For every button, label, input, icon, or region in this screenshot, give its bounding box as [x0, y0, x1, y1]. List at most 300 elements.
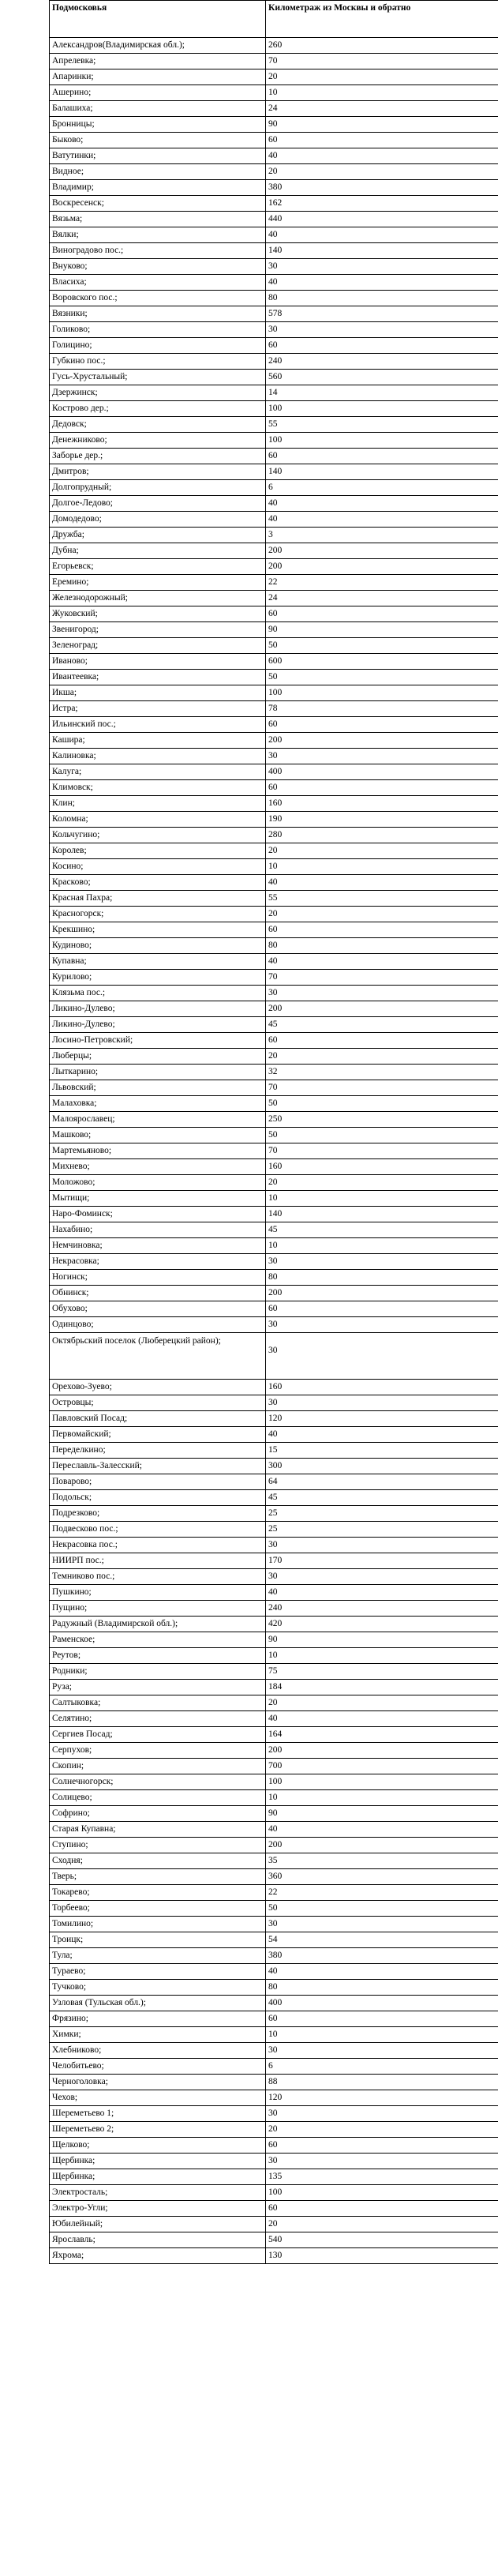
distance-cell: 54: [266, 1932, 498, 1948]
table-row: [50, 1096, 498, 1112]
distance-cell: 78: [266, 701, 498, 717]
locality-cell: Подвесково пос.;: [50, 1522, 266, 1538]
table-row: [50, 1207, 498, 1222]
distance-cell: 190: [266, 812, 498, 828]
table-row: [50, 670, 498, 685]
locality-cell: Купавна;: [50, 954, 266, 970]
locality-cell: Машково;: [50, 1128, 266, 1143]
distance-cell: 10: [266, 1238, 498, 1254]
distance-cell: 10: [266, 2027, 498, 2043]
distance-cell: 130: [266, 2248, 498, 2264]
distance-cell: 22: [266, 575, 498, 591]
distance-cell: 50: [266, 1096, 498, 1112]
locality-cell: Токарево;: [50, 1885, 266, 1901]
distance-cell: 560: [266, 370, 498, 385]
table-row: [50, 1727, 498, 1743]
locality-cell: Королев;: [50, 843, 266, 859]
locality-cell: Моложово;: [50, 1175, 266, 1191]
table-row: [50, 986, 498, 1001]
locality-cell: Тучково;: [50, 1980, 266, 1996]
table-row: [50, 1270, 498, 1286]
distance-cell: 80: [266, 291, 498, 306]
distance-cell: 32: [266, 1065, 498, 1080]
table-row: [50, 2201, 498, 2217]
locality-cell: Михнево;: [50, 1159, 266, 1175]
distance-cell: 70: [266, 970, 498, 986]
locality-cell: Гусь-Хрустальный;: [50, 370, 266, 385]
distance-cell: 30: [266, 1254, 498, 1270]
distance-cell: 40: [266, 954, 498, 970]
table-row: [50, 828, 498, 843]
distance-cell: 160: [266, 1159, 498, 1175]
table-row: [50, 622, 498, 638]
distance-cell: 90: [266, 1806, 498, 1822]
locality-cell: Ступино;: [50, 1838, 266, 1853]
locality-cell: Шереметьево 1;: [50, 2106, 266, 2122]
distance-cell: 140: [266, 1207, 498, 1222]
locality-cell: Юбилейный;: [50, 2217, 266, 2232]
locality-cell: Фрязино;: [50, 2011, 266, 2027]
locality-cell: Чехов;: [50, 2090, 266, 2106]
table-row: [50, 1459, 498, 1474]
distance-cell: 40: [266, 1711, 498, 1727]
table-row: [50, 1601, 498, 1617]
locality-cell: Орехово-Зуево;: [50, 1380, 266, 1395]
table-row: [50, 1790, 498, 1806]
table-row: [50, 1033, 498, 1049]
locality-cell: Шереметьево 2;: [50, 2122, 266, 2138]
table-row: [50, 2090, 498, 2106]
table-row: [50, 496, 498, 512]
table-row: [50, 1648, 498, 1664]
locality-cell: Яхрома;: [50, 2248, 266, 2264]
table-row: [50, 1159, 498, 1175]
locality-cell: Хлебниково;: [50, 2043, 266, 2059]
distance-cell: 50: [266, 670, 498, 685]
locality-cell: Кольчугино;: [50, 828, 266, 843]
table-row: [50, 1932, 498, 1948]
locality-cell: Дубна;: [50, 543, 266, 559]
distance-cell: 40: [266, 275, 498, 291]
locality-cell: Климовск;: [50, 780, 266, 796]
distance-cell: 3: [266, 528, 498, 543]
locality-cell: Домодедово;: [50, 512, 266, 528]
table-row: [50, 306, 498, 322]
table-row: [50, 117, 498, 133]
locality-cell: Первомайский;: [50, 1427, 266, 1443]
distance-cell: 30: [266, 1569, 498, 1585]
table-row: [50, 243, 498, 259]
locality-cell: Александров(Владимирская обл.);: [50, 38, 266, 54]
locality-cell: Жуковский;: [50, 606, 266, 622]
distance-cell: 420: [266, 1617, 498, 1632]
table-row: [50, 2106, 498, 2122]
distance-cell: 200: [266, 559, 498, 575]
locality-cell: Щербинка;: [50, 2169, 266, 2185]
table-row: [50, 1001, 498, 1017]
locality-cell: Клязьма пос.;: [50, 986, 266, 1001]
distance-cell: 100: [266, 2185, 498, 2201]
distance-cell: 20: [266, 69, 498, 85]
distance-cell: 200: [266, 1743, 498, 1759]
table-row: [50, 1822, 498, 1838]
locality-cell: Темниково пос.;: [50, 1569, 266, 1585]
distance-cell: 40: [266, 496, 498, 512]
locality-cell: Островцы;: [50, 1395, 266, 1411]
distance-cell: 30: [266, 259, 498, 275]
locality-cell: Ашерино;: [50, 85, 266, 101]
locality-cell: Воровского пос.;: [50, 291, 266, 306]
locality-cell: Салтыковка;: [50, 1695, 266, 1711]
distance-cell: 184: [266, 1680, 498, 1695]
distance-cell: 20: [266, 2122, 498, 2138]
distance-cell: 400: [266, 764, 498, 780]
distance-cell: 60: [266, 2138, 498, 2154]
locality-cell: Ярославль;: [50, 2232, 266, 2248]
locality-cell: Курилово;: [50, 970, 266, 986]
locality-cell: Зеленоград;: [50, 638, 266, 654]
table-row: [50, 1617, 498, 1632]
table-row: [50, 291, 498, 306]
locality-cell: Иваново;: [50, 654, 266, 670]
locality-cell: Солицево;: [50, 1790, 266, 1806]
locality-cell: Руза;: [50, 1680, 266, 1695]
locality-cell: Истра;: [50, 701, 266, 717]
locality-cell: Вялки;: [50, 227, 266, 243]
locality-cell: Переславль-Залесский;: [50, 1459, 266, 1474]
locality-cell: Дружба;: [50, 528, 266, 543]
locality-cell: Долгое-Ледово;: [50, 496, 266, 512]
table-row: [50, 733, 498, 749]
distance-cell: 15: [266, 1443, 498, 1459]
table-row: [50, 1869, 498, 1885]
distance-cell: 162: [266, 196, 498, 212]
locality-cell: Электросталь;: [50, 2185, 266, 2201]
locality-cell: НИИРП пос.;: [50, 1553, 266, 1569]
table-row: [50, 1395, 498, 1411]
locality-cell: Ватутинки;: [50, 148, 266, 164]
distance-cell: 30: [266, 1333, 498, 1380]
table-row: [50, 1317, 498, 1333]
distance-cell: 40: [266, 227, 498, 243]
locality-cell: Калиновка;: [50, 749, 266, 764]
table-row: [50, 69, 498, 85]
locality-cell: Ликино-Дулево;: [50, 1001, 266, 1017]
distance-cell: 70: [266, 54, 498, 69]
distance-cell: 20: [266, 1049, 498, 1065]
table-row: [50, 1759, 498, 1774]
distance-cell: 100: [266, 1774, 498, 1790]
distance-cell: 40: [266, 148, 498, 164]
distance-cell: 578: [266, 306, 498, 322]
distance-cell: 40: [266, 1427, 498, 1443]
table-row: [50, 1948, 498, 1964]
locality-cell: Черноголовка;: [50, 2075, 266, 2090]
header-row: [50, 1, 498, 38]
table-row: [50, 338, 498, 354]
table-row: [50, 1885, 498, 1901]
table-row: [50, 1143, 498, 1159]
locality-cell: Икша;: [50, 685, 266, 701]
table-row: [50, 2217, 498, 2232]
distance-cell: 30: [266, 986, 498, 1001]
table-row: [50, 1853, 498, 1869]
locality-cell: Красная Пахра;: [50, 891, 266, 907]
distance-cell: 200: [266, 1838, 498, 1853]
locality-cell: Железнодорожный;: [50, 591, 266, 606]
locality-cell: Бронницы;: [50, 117, 266, 133]
table-row: [50, 1964, 498, 1980]
distance-cell: 60: [266, 2201, 498, 2217]
distance-cell: 600: [266, 654, 498, 670]
distance-cell: 170: [266, 1553, 498, 1569]
distance-cell: 6: [266, 2059, 498, 2075]
table-row: [50, 859, 498, 875]
header-locality: Подмосковья: [50, 1, 266, 38]
distance-cell: 20: [266, 164, 498, 180]
distance-cell: 100: [266, 685, 498, 701]
distance-cell: 20: [266, 2217, 498, 2232]
locality-cell: Лосино-Петровский;: [50, 1033, 266, 1049]
distance-cell: 6: [266, 480, 498, 496]
locality-cell: Старая Купавна;: [50, 1822, 266, 1838]
locality-cell: Нахабино;: [50, 1222, 266, 1238]
locality-cell: Голицино;: [50, 338, 266, 354]
locality-cell: Львовский;: [50, 1080, 266, 1096]
locality-cell: Некрасовка;: [50, 1254, 266, 1270]
distance-cell: 135: [266, 2169, 498, 2185]
distance-cell: 100: [266, 433, 498, 449]
locality-cell: Щелково;: [50, 2138, 266, 2154]
distance-cell: 24: [266, 101, 498, 117]
table-row: [50, 1333, 498, 1380]
table-row: [50, 449, 498, 464]
distance-cell: 60: [266, 606, 498, 622]
locality-cell: Еремино;: [50, 575, 266, 591]
locality-cell: Апаринки;: [50, 69, 266, 85]
locality-cell: Раменское;: [50, 1632, 266, 1648]
distance-cell: 40: [266, 1822, 498, 1838]
distance-cell: 50: [266, 1128, 498, 1143]
distance-cell: 30: [266, 1395, 498, 1411]
table-row: [50, 54, 498, 69]
locality-cell: Узловая (Тульская обл.);: [50, 1996, 266, 2011]
table-row: [50, 970, 498, 986]
table-row: [50, 354, 498, 370]
table-row: [50, 401, 498, 417]
table-row: [50, 322, 498, 338]
locality-cell: Щербинка;: [50, 2154, 266, 2169]
table-row: [50, 1191, 498, 1207]
table-row: [50, 954, 498, 970]
locality-cell: Поварово;: [50, 1474, 266, 1490]
table-row: [50, 685, 498, 701]
distance-cell: 80: [266, 1270, 498, 1286]
table-row: [50, 2059, 498, 2075]
locality-cell: Челобитьево;: [50, 2059, 266, 2075]
distance-cell: 40: [266, 875, 498, 891]
table-row: [50, 1238, 498, 1254]
distance-cell: 60: [266, 449, 498, 464]
table-row: [50, 1427, 498, 1443]
table-row: [50, 212, 498, 227]
distance-cell: 45: [266, 1490, 498, 1506]
table-row: [50, 749, 498, 764]
locality-cell: Сходня;: [50, 1853, 266, 1869]
table-row: [50, 1443, 498, 1459]
locality-cell: Малоярославец;: [50, 1112, 266, 1128]
locality-cell: Вязьма;: [50, 212, 266, 227]
distance-cell: 30: [266, 2043, 498, 2059]
table-row: [50, 1522, 498, 1538]
table-row: [50, 275, 498, 291]
table-row: [50, 1774, 498, 1790]
table-row: [50, 1743, 498, 1759]
locality-cell: Косино;: [50, 859, 266, 875]
distance-table: [49, 0, 498, 2264]
distance-cell: 380: [266, 1948, 498, 1964]
distance-cell: 30: [266, 2106, 498, 2122]
table-row: [50, 1254, 498, 1270]
table-row: [50, 2248, 498, 2264]
locality-cell: Вязники;: [50, 306, 266, 322]
distance-cell: 164: [266, 1727, 498, 1743]
table-row: [50, 1128, 498, 1143]
locality-cell: Пушкино;: [50, 1585, 266, 1601]
locality-cell: Кудиново;: [50, 938, 266, 954]
distance-cell: 60: [266, 338, 498, 354]
locality-cell: Ликино-Дулево;: [50, 1017, 266, 1033]
table-row: [50, 1080, 498, 1096]
table-row: [50, 2027, 498, 2043]
distance-cell: 160: [266, 1380, 498, 1395]
table-row: [50, 1112, 498, 1128]
table-row: [50, 1474, 498, 1490]
distance-cell: 80: [266, 938, 498, 954]
table-row: [50, 164, 498, 180]
table-row: [50, 38, 498, 54]
table-row: [50, 938, 498, 954]
distance-cell: 60: [266, 133, 498, 148]
distance-cell: 24: [266, 591, 498, 606]
locality-cell: Быково;: [50, 133, 266, 148]
distance-cell: 70: [266, 1143, 498, 1159]
table-row: [50, 1632, 498, 1648]
distance-cell: 40: [266, 1585, 498, 1601]
locality-cell: Обнинск;: [50, 1286, 266, 1301]
distance-cell: 64: [266, 1474, 498, 1490]
table-row: [50, 1838, 498, 1853]
distance-cell: 45: [266, 1017, 498, 1033]
locality-cell: Немчиновка;: [50, 1238, 266, 1254]
locality-cell: Заборье дер.;: [50, 449, 266, 464]
table-row: [50, 2043, 498, 2059]
table-row: [50, 1490, 498, 1506]
distance-cell: 40: [266, 1964, 498, 1980]
locality-cell: Мытищи;: [50, 1191, 266, 1207]
distance-cell: 40: [266, 512, 498, 528]
distance-cell: 60: [266, 717, 498, 733]
table-row: [50, 1301, 498, 1317]
table-row: [50, 2122, 498, 2138]
locality-cell: Подрезково;: [50, 1506, 266, 1522]
distance-cell: 55: [266, 891, 498, 907]
table-row: [50, 512, 498, 528]
table-row: [50, 385, 498, 401]
locality-cell: Ногинск;: [50, 1270, 266, 1286]
table-row: [50, 1680, 498, 1695]
locality-cell: Коломна;: [50, 812, 266, 828]
distance-cell: 60: [266, 922, 498, 938]
table-row: [50, 259, 498, 275]
distance-cell: 120: [266, 1411, 498, 1427]
table-row: [50, 1664, 498, 1680]
distance-cell: 45: [266, 1222, 498, 1238]
table-row: [50, 907, 498, 922]
distance-cell: 200: [266, 1286, 498, 1301]
table-row: [50, 101, 498, 117]
distance-cell: 30: [266, 1317, 498, 1333]
distance-cell: 60: [266, 780, 498, 796]
distance-cell: 400: [266, 1996, 498, 2011]
table-row: [50, 1411, 498, 1427]
distance-cell: 90: [266, 622, 498, 638]
table-body: [50, 38, 498, 2264]
table-row: [50, 717, 498, 733]
locality-cell: Егорьевск;: [50, 559, 266, 575]
locality-cell: Лыткарино;: [50, 1065, 266, 1080]
distance-cell: 260: [266, 38, 498, 54]
table-row: [50, 1695, 498, 1711]
locality-cell: Апрелевка;: [50, 54, 266, 69]
table-row: [50, 370, 498, 385]
locality-cell: Воскресенск;: [50, 196, 266, 212]
table-row: [50, 843, 498, 859]
distance-cell: 200: [266, 543, 498, 559]
distance-cell: 100: [266, 401, 498, 417]
distance-cell: 140: [266, 243, 498, 259]
distance-cell: 280: [266, 828, 498, 843]
locality-cell: Виноградово пос.;: [50, 243, 266, 259]
table-row: [50, 922, 498, 938]
header-distance: Километраж из Москвы и обратно: [266, 1, 498, 38]
table-row: [50, 2075, 498, 2090]
locality-cell: Подольск;: [50, 1490, 266, 1506]
table-row: [50, 480, 498, 496]
distance-cell: 30: [266, 1538, 498, 1553]
table-row: [50, 701, 498, 717]
locality-cell: Одинцово;: [50, 1317, 266, 1333]
table-row: [50, 1017, 498, 1033]
locality-cell: Химки;: [50, 2027, 266, 2043]
locality-cell: Павловский Посад;: [50, 1411, 266, 1427]
locality-cell: Серпухов;: [50, 1743, 266, 1759]
distance-cell: 20: [266, 1695, 498, 1711]
locality-cell: Власиха;: [50, 275, 266, 291]
table-row: [50, 1996, 498, 2011]
distance-cell: 50: [266, 1901, 498, 1917]
table-row: [50, 1222, 498, 1238]
table-row: [50, 133, 498, 148]
locality-cell: Калуга;: [50, 764, 266, 780]
table-row: [50, 433, 498, 449]
distance-cell: 380: [266, 180, 498, 196]
distance-cell: 250: [266, 1112, 498, 1128]
distance-cell: 60: [266, 1301, 498, 1317]
table-row: [50, 543, 498, 559]
distance-cell: 10: [266, 1648, 498, 1664]
locality-cell: Реутов;: [50, 1648, 266, 1664]
